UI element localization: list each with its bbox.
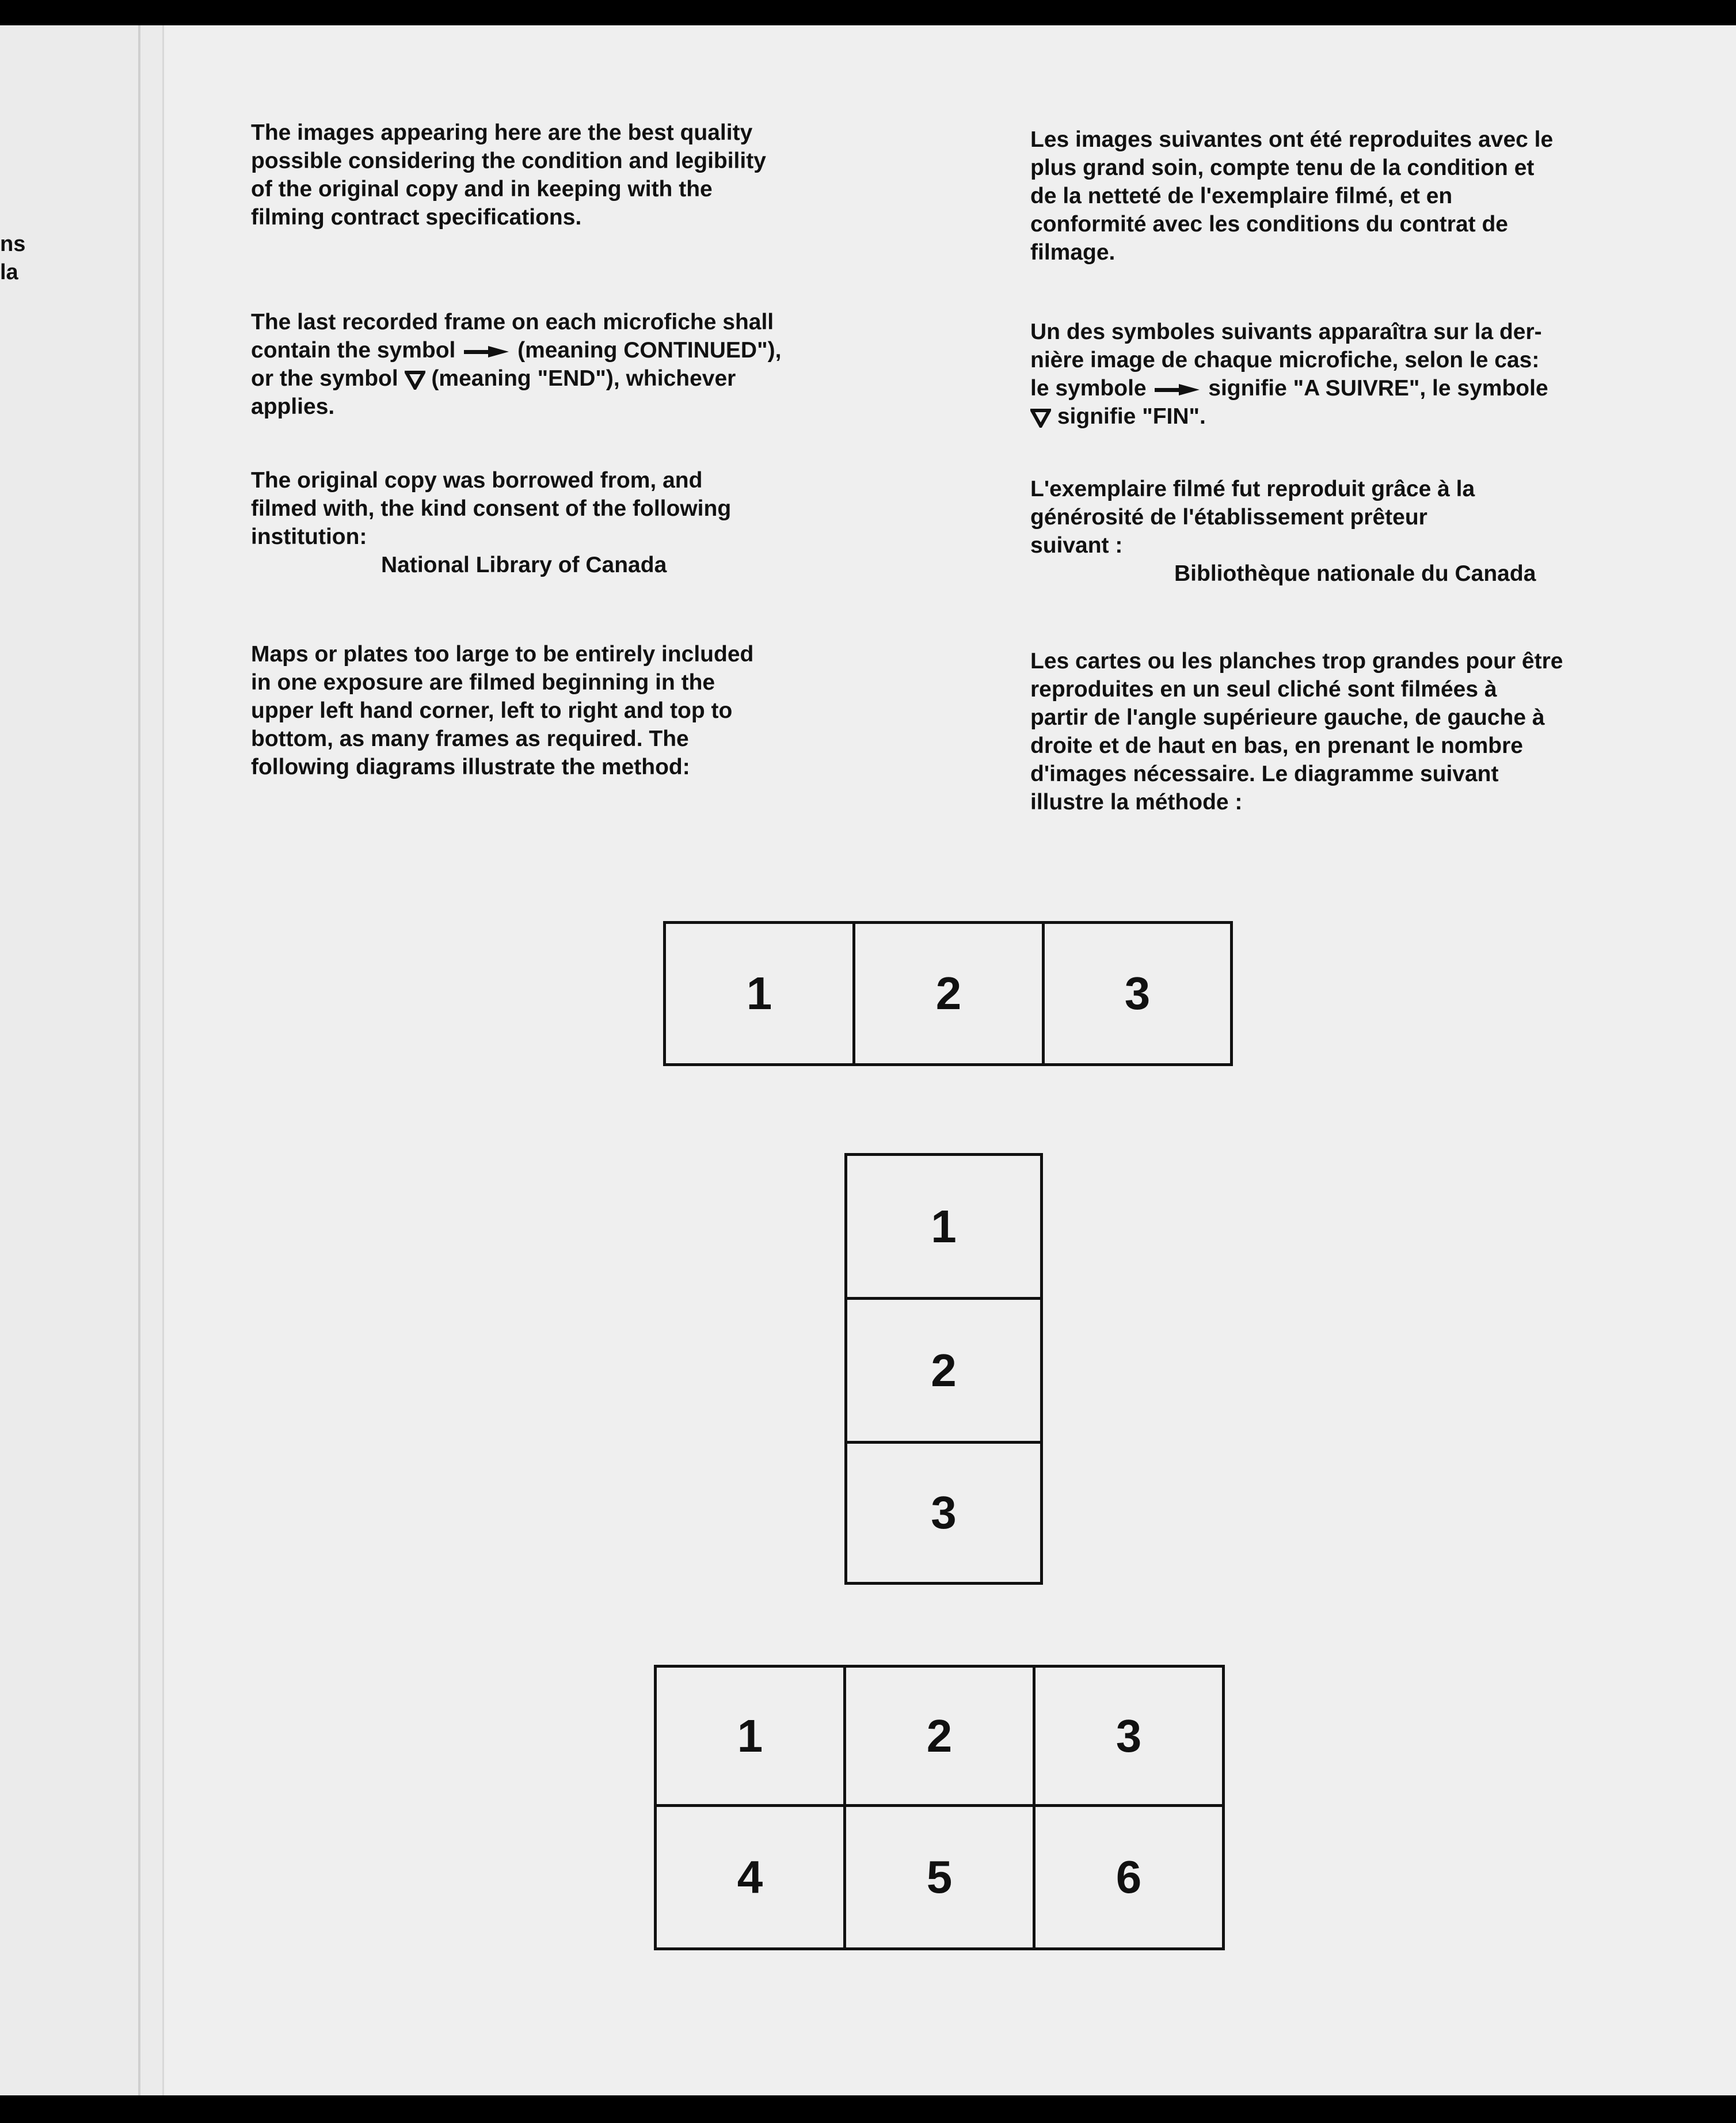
text-line: in one exposure are filmed beginning in the [251,670,715,695]
text-line: filmed with, the kind consent of the following [251,496,732,521]
a-suivre-arrow-icon [1152,382,1202,397]
text-line [1030,402,1669,431]
frame-cell: 2 [852,921,1045,1066]
french-maps-paragraph [1030,647,1669,816]
english-symbol-paragraph [251,308,873,421]
text-line: illustre la méthode : [1030,790,1243,815]
text-line: The images appearing here are the best quality [251,120,753,145]
top-film-border [0,0,1736,25]
text-segment: le symbole [1030,376,1147,401]
text-segment: or the symbol [251,366,398,391]
text-line: institution: [251,524,367,549]
end-triangle-icon [405,370,425,390]
text-line [1030,374,1669,402]
text-line: suivant : [1030,533,1123,558]
text-line: applies. [251,394,335,419]
text-line: of the original copy and in keeping with the [251,177,713,201]
french-symbol-paragraph [1030,318,1669,431]
text-line: générosité de l'établissement prêteur [1030,505,1427,530]
text-line: filmage. [1030,240,1116,265]
english-institution-paragraph [251,466,873,579]
french-institution-paragraph [1030,475,1669,588]
frame-cell: 6 [1033,1804,1225,1950]
frame-cell: 3 [1042,921,1233,1066]
frame-cell: 1 [663,921,855,1066]
frame-cell: 4 [654,1804,846,1950]
frame-cell: 3 [1033,1665,1225,1807]
english-maps-paragraph [251,640,873,781]
text-line: The original copy was borrowed from, and [251,468,703,493]
fin-triangle-icon [1030,408,1051,428]
frame-cell: 1 [844,1153,1043,1300]
text-segment: signifie "FIN". [1057,404,1206,429]
text-line [251,364,873,393]
text-line: plus grand soin, compte tenu de la condition et [1030,155,1535,180]
text-line: Maps or plates too large to be entirely included [251,642,754,667]
text-line: bottom, as many frames as required. The [251,726,689,751]
bottom-film-border [0,2095,1736,2123]
text-line [251,336,873,364]
frame-cell: 3 [844,1441,1043,1585]
text-line: de la netteté de l'exemplaire filmé, et en [1030,184,1453,208]
text-line: Les cartes ou les planches trop grandes pour être [1030,649,1563,674]
text-segment: (meaning CONTINUED"), [517,338,782,363]
text-line: The last recorded frame on each microfiche shall [251,310,774,334]
margin-fragment-1: ns [0,232,26,256]
frame-cell: 2 [844,1297,1043,1444]
french-quality-paragraph [1030,125,1669,267]
frame-cell: 2 [843,1665,1035,1807]
text-line: Un des symboles suivants apparaîtra sur la der- [1030,319,1542,344]
text-line: d'images nécessaire. Le diagramme suivant [1030,762,1499,786]
text-line: following diagrams illustrate the method: [251,755,690,779]
text-line: L'exemplaire filmé fut reproduit grâce à la [1030,477,1475,501]
page-edge-line [162,25,164,2095]
text-line: Les images suivantes ont été reproduites avec le [1030,127,1554,152]
institution-name-english: National Library of Canada [381,553,667,577]
continued-arrow-icon [462,344,511,359]
text-line: filming contract specifications. [251,205,582,230]
margin-fragment-2: la [0,260,18,284]
page-edge-shadow [138,25,140,2095]
text-line: conformité avec les conditions du contrat de [1030,212,1508,237]
text-segment: signifie "A SUIVRE", le symbole [1208,376,1548,401]
text-line: upper left hand corner, left to right and top to [251,698,733,723]
text-line: droite et de haut en bas, en prenant le nombre [1030,733,1523,758]
text-line: partir de l'angle supérieure gauche, de gauche à [1030,705,1545,730]
institution-name-french: Bibliothèque nationale du Canada [1174,561,1536,586]
frame-cell: 1 [654,1665,846,1807]
text-segment: contain the symbol [251,338,456,363]
text-line: possible considering the condition and legibility [251,149,766,173]
text-segment: (meaning "END"), whichever [431,366,736,391]
text-line: nière image de chaque microfiche, selon le cas: [1030,348,1540,372]
text-line: reproduites en un seul cliché sont filmées à [1030,677,1497,702]
english-quality-paragraph [251,119,873,231]
frame-cell: 5 [843,1804,1035,1950]
